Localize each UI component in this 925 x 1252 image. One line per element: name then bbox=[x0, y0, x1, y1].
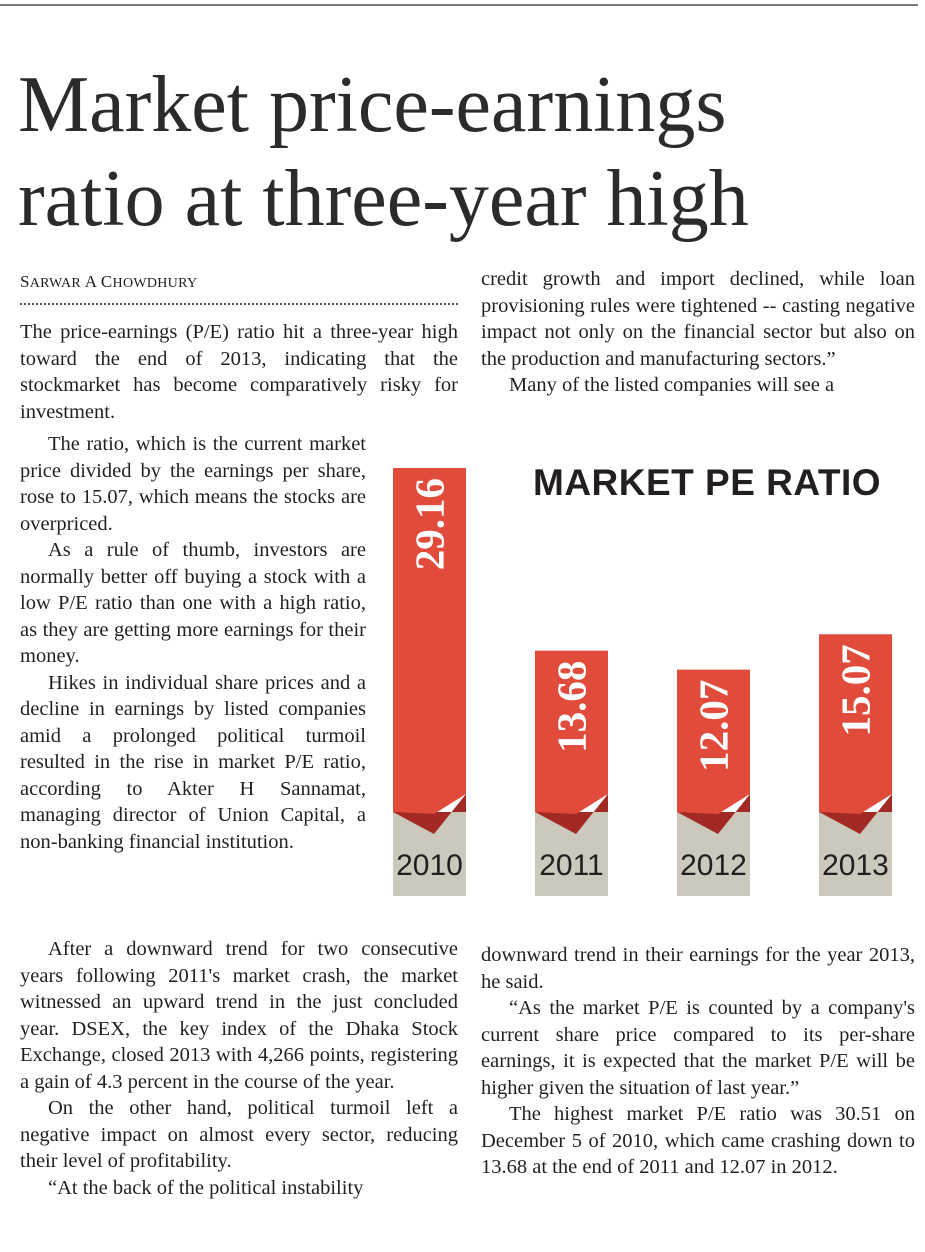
article-column-1-wrap bbox=[20, 431, 366, 855]
article-column-1-top bbox=[20, 319, 458, 425]
year-label-2013: 2013 bbox=[822, 849, 889, 882]
paragraph: The highest market P/E ratio was 30.51 on December 5 of 2010, which came crashing down to 13.68 at the end of 2011 and 12.07 in 2012. bbox=[481, 1103, 915, 1178]
year-label-2012: 2012 bbox=[680, 849, 747, 882]
year-label-2011: 2011 bbox=[539, 849, 604, 882]
byline: SARWAR A CHOWDHURY bbox=[20, 272, 198, 291]
paragraph: On the other hand, political turmoil left a negative impact on almost every sector, reducing their level of profitability. bbox=[20, 1097, 458, 1172]
article-column-2-bottom bbox=[481, 942, 915, 1181]
headline-line-2: ratio at three-year high bbox=[18, 155, 749, 243]
headline bbox=[18, 58, 918, 246]
pe-ratio-chart bbox=[380, 440, 925, 910]
headline-line-1: Market price-earnings bbox=[18, 61, 727, 149]
paragraph: credit growth and import declined, while loan provisioning rules were tightened -- casting negative impact not only on the financial sector but also on the production and manufacturing sectors.” bbox=[481, 268, 915, 370]
chart-title: MARKET PE RATIO bbox=[533, 462, 882, 503]
paragraph: As a rule of thumb, investors are normally better off buying a stock with a low P/E ratio than one with a high ratio, as they are getting more earnings for their money. bbox=[20, 539, 366, 667]
paragraph: “At the back of the political instability bbox=[48, 1176, 364, 1199]
top-rule bbox=[0, 4, 918, 6]
bar-value-label-2013: 15.07 bbox=[832, 644, 879, 737]
paragraph: The ratio, which is the current market price divided by the earnings per share, rose to 15.07, which means the stocks are overpriced. bbox=[20, 433, 366, 535]
paragraph: Hikes in individual share prices and a decline in earnings by listed companies amid a prolonged political turmoil resulted in the rise in market P/E ratio, according to Akter H Sannamat, managing director of Union Capital, a non-banking financial institution. bbox=[20, 671, 366, 853]
article-column-2-top bbox=[481, 266, 915, 399]
paragraph: downward trend in their earnings for the year 2013, he said. bbox=[481, 944, 915, 993]
article-column-1-bottom bbox=[20, 936, 458, 1201]
paragraph: The price-earnings (P/E) ratio hit a three-year high toward the end of 2013, indicating that the stockmarket has become comparatively risky for investment. bbox=[20, 321, 458, 423]
paragraph: After a downward trend for two consecutive years following 2011's market crash, the market witnessed an upward trend in the just concluded year. DSEX, the key index of the Dhaka Stock Exchange, closed 2013 with 4,266 points, registering a gain of 4.3 percent in the course of the year. bbox=[20, 938, 458, 1093]
bar-value-label-2012: 12.07 bbox=[690, 679, 737, 772]
byline-divider bbox=[20, 303, 458, 305]
paragraph: Many of the listed companies will see a bbox=[509, 374, 835, 396]
bar-value-label-2010: 29.16 bbox=[406, 478, 453, 571]
bar-value-label-2011: 13.68 bbox=[548, 660, 595, 753]
paragraph: “As the market P/E is counted by a company's current share price compared to its per-share earnings, it is expected that the market P/E will be higher given the situation of last year.” bbox=[481, 997, 915, 1099]
year-label-2010: 2010 bbox=[396, 849, 463, 882]
